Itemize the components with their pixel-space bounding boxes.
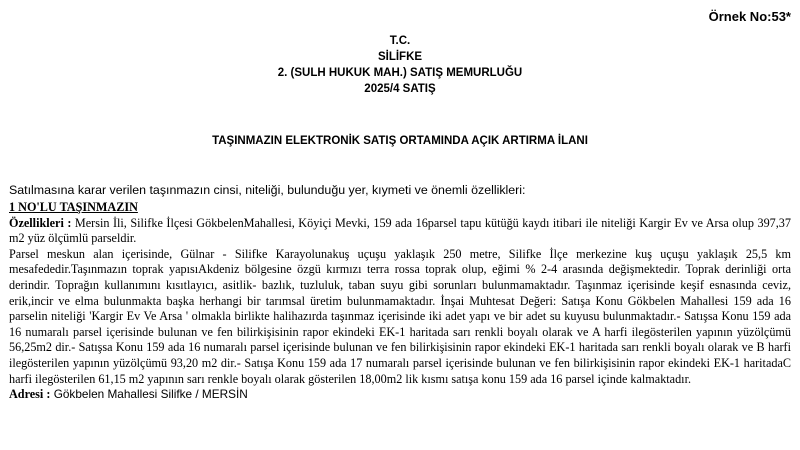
document-header xyxy=(0,33,800,97)
header-line-tc: T.C. xyxy=(389,35,411,47)
features-paragraph xyxy=(9,216,791,247)
features-label: Özellikleri : xyxy=(9,215,72,230)
document-title: TAŞINMAZIN ELEKTRONİK SATIŞ ORTAMINDA AÇIK ARTIRMA İLANI xyxy=(212,135,588,147)
intro-text: Satılmasına karar verilen taşınmazın cinsi, niteliği, bulunduğu yer, kıymeti ve önemli özellikleri: xyxy=(9,183,526,197)
header-line-office: 2. (SULH HUKUK MAH.) SATIŞ MEMURLUĞU xyxy=(277,67,523,79)
header-line-city: SİLİFKE xyxy=(377,51,423,63)
property-section xyxy=(9,200,791,403)
address-value: Gökbelen Mahallesi Silifke / MERSİN xyxy=(50,387,248,402)
address-label: Adresi : xyxy=(9,387,51,402)
address-paragraph xyxy=(9,387,791,403)
features-text: Mersin İli, Silifke İlçesi GökbelenMahallesi, Köyiçi Mevki, 159 ada 16parsel tapu kütüğü kaydı itibari ile niteliği Kargir Ev ve Arsa olup 397,37 m2 yüz ölçümlü parseldir. xyxy=(9,215,791,246)
header-line-file: 2025/4 SATIŞ xyxy=(364,83,436,95)
description-paragraph: Parsel meskun alan içerisinde, Gülnar - Silifke Karayolunakuş uçuşu yaklaşık 250 metre, Silifke İlçe merkezine kuş uçuşu yaklaşık 25,5 km mesafededir.Taşınmazın toprak yapısıAkdeniz bölgesine özgü kırmızı terra rossa toprak olup, eğimi % 2-4 arasında değişmektedir. Toprak derinliği orta derindir. Toprağın kullanımını kısıtlayıcı, asitlik- bazlık, tuzluluk, taban suyu gibi sorunları bulunmamaktadır. Taşınmaz içerisinde keşif esnasında ceviz, erik,incir ve elma bulunmakta başka herhangi bir tarımsal üretim bulunmamaktadır. İnşai Muhtesat Değeri: Satışa Konu Gökbelen Mahallesi 159 ada 16 parselin niteliği 'Kargir Ev Ve Arsa ' olmakla birlikte halihazırda taşınmaz içerisinde iki adet yapı ve bir adet su kuyusu bulunmaktadır.- Satışsa Konu 159 ada 16 numaralı parsel içerisinde bulunan ve fen bilirkişisinin rapor ekindeki EK-1 haritada sarı renkli boyalı olarak ve A harfi ilegösterilen yapının yüzölçümü 56,25m2 dir.- Satışsa Konu 159 ada 16 numaralı parsel içerisinde bulunan ve fen bilirkişisinin rapor ekindeki EK-1 haritada sarı renkli boyalı olarak ve B harfi ilegösterilen yapının yüzölçümü 93,20 m2 dir.- Satışa Konu 159 ada 17 numaralı parsel içerisinde bulunan ve fen bilirkişisinin rapor ekindeki EK-1 haritadaC harfi ilegösterilen 61,15 m2 yapının sarı renkle boyalı olarak gösterilen 18,00m2 lik kısmı satışa konu 159 ada 16 parsel içinde kalmaktadır. xyxy=(9,246,791,386)
example-number: Örnek No:53* xyxy=(708,9,791,24)
section-title: 1 NO'LU TAŞINMAZIN xyxy=(9,200,138,214)
